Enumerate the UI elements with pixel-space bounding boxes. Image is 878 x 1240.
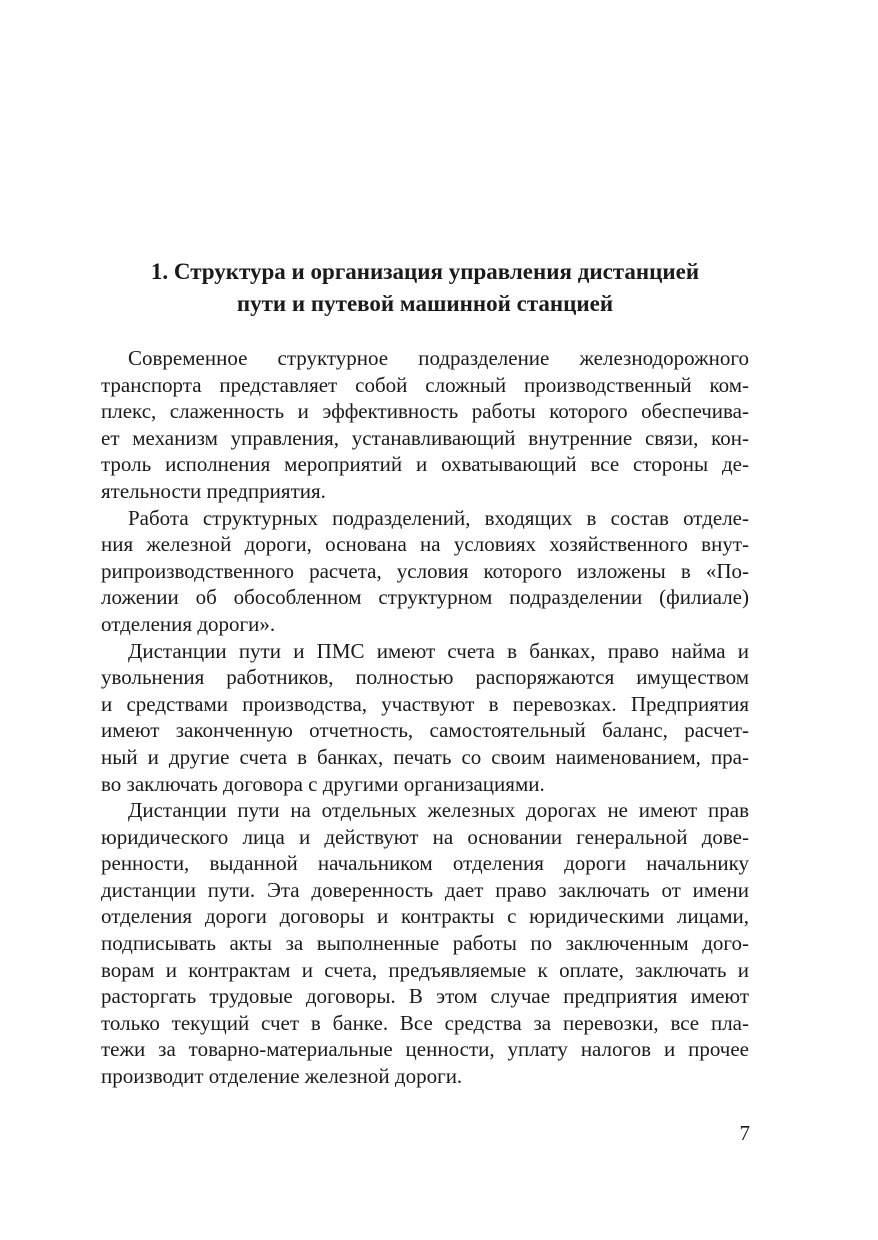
text-line: Работа структурных подразделений, входящих в состав отделе- (128, 505, 749, 530)
page-number: 7 (739, 1121, 750, 1145)
text-line: отделения дороги договоры и контракты с юридическими лицами, (101, 904, 749, 929)
text-line: увольнения работников, полностью распоряжаются имуществом (101, 665, 749, 690)
text-line: транспорта представляет собой сложный производственный ком- (101, 372, 749, 397)
text-line: подписывать акты за выполненные работы по заключенным дого- (101, 931, 749, 956)
text-line: плекс, слаженность и эффективность работы которого обеспечива- (101, 399, 749, 424)
text-line: только текущий счет в банке. Все средства за перевозки, все пла- (101, 1010, 749, 1035)
paragraph-4 (101, 797, 749, 1090)
text-line: отделения дороги». (101, 611, 276, 636)
text-line: ния железной дороги, основана на условиях хозяйственного внут- (101, 532, 749, 557)
text-line: Дистанции пути и ПМС имеют счета в банках, право найма и (128, 638, 749, 663)
section-heading-line-1: 1. Структура и организация управления дистанцией (150, 259, 700, 284)
text-line: троль исполнения мероприятий и охватывающий все стороны де- (101, 452, 749, 477)
text-line: и средствами производства, участвуют в перевозках. Предприятия (101, 691, 749, 716)
text-line: тежи за товарно-материальные ценности, уплату налогов и прочее (101, 1037, 749, 1062)
text-line: производит отделение железной дороги. (101, 1064, 463, 1089)
text-line: рипроизводственного расчета, условия которого изложены в «По- (101, 558, 749, 583)
text-line: во заключать договора с другими организациями. (101, 771, 545, 796)
text-line: ный и другие счета в банках, печать со своим наименованием, пра- (101, 744, 749, 769)
body-text (101, 345, 749, 1090)
text-line: ворам и контрактам и счета, предъявляемые к оплате, заключать и (101, 957, 749, 982)
text-line: дистанции пути. Эта доверенность дает право заключать от имени (101, 877, 749, 902)
text-line: ренности, выданной начальником отделения дороги начальнику (101, 851, 749, 876)
section-heading-line-2: пути и путевой машинной станцией (236, 291, 614, 316)
paragraph-1 (101, 345, 749, 505)
text-line: ложении об обособленном структурном подразделении (филиале) (101, 585, 749, 610)
paragraph-2 (101, 505, 749, 638)
text-line: Современное структурное подразделение железнодорожного (128, 346, 749, 370)
text-line: ет механизм управления, устанавливающий внутренние связи, кон- (101, 425, 749, 450)
text-line: расторгать трудовые договоры. В этом случае предприятия имеют (101, 984, 749, 1009)
text-line: юридического лица и действуют на основании генеральной дове- (101, 824, 749, 849)
paragraph-3 (101, 638, 749, 798)
text-line: имеют законченную отчетность, самостоятельный баланс, расчет- (101, 718, 749, 743)
text-line: Дистанции пути на отдельных железных дорогах не имеют прав (128, 798, 749, 823)
text-line: ятельности предприятия. (101, 478, 326, 503)
section-heading (100, 256, 750, 320)
